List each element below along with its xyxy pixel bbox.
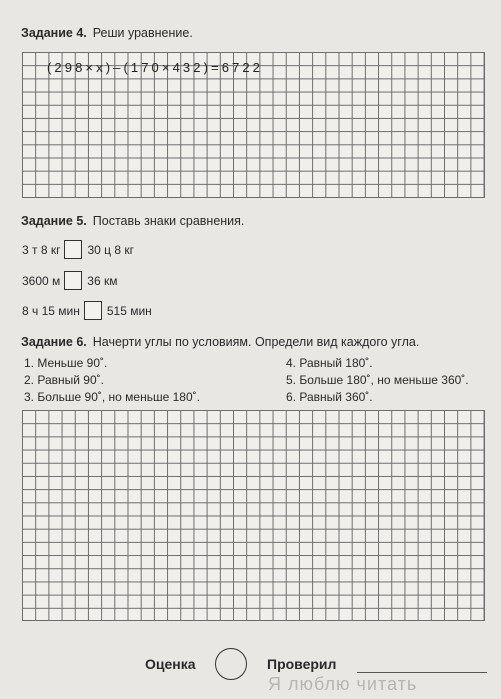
comparison-row [22, 271, 117, 290]
comparison-answer-box[interactable] [64, 271, 82, 290]
checked-label: Проверил [267, 656, 337, 672]
task4-label: Задание 4. [21, 26, 87, 40]
condition-item: 2. Равный 90˚. [24, 373, 104, 387]
comparison-right: 36 км [87, 273, 118, 288]
condition-item: 5. Больше 180˚, но меньше 360˚. [286, 373, 469, 387]
task6-instruction: Начерти углы по условиям. Определи вид каждого угла. [92, 335, 420, 349]
comparison-right: 515 мин [106, 303, 152, 318]
comparison-answer-box[interactable] [84, 301, 102, 320]
comparison-right: 30 ц 8 кг [87, 242, 135, 257]
task6-heading [21, 335, 419, 349]
signature-line[interactable] [357, 672, 487, 673]
comparison-left: 3600 м [22, 273, 61, 288]
comparison-row [22, 301, 152, 320]
condition-item: 3. Больше 90˚, но меньше 180˚. [24, 390, 200, 404]
comparison-row [22, 240, 134, 259]
condition-item: 6. Равный 360˚. [286, 390, 373, 404]
grade-circle[interactable] [215, 648, 247, 680]
grade-label: Оценка [145, 656, 196, 672]
task5-heading [21, 214, 244, 228]
task4-instruction: Реши уравнение. [92, 26, 193, 40]
task6-grid[interactable] [22, 410, 485, 621]
task4-equation: (298×x)–(170×432)=6722 [47, 60, 264, 75]
task5-instruction: Поставь знаки сравнения. [92, 214, 245, 228]
task4-heading [21, 26, 193, 40]
comparison-left: 8 ч 15 мин [22, 303, 80, 318]
task6-label: Задание 6. [21, 335, 87, 349]
comparison-answer-box[interactable] [64, 240, 82, 259]
comparison-left: 3 т 8 кг [22, 242, 61, 257]
task5-label: Задание 5. [21, 214, 87, 228]
condition-item: 1. Меньше 90˚. [24, 356, 108, 370]
watermark-logo: Я люблю читать [268, 674, 418, 694]
condition-item: 4. Равный 180˚. [286, 356, 373, 370]
